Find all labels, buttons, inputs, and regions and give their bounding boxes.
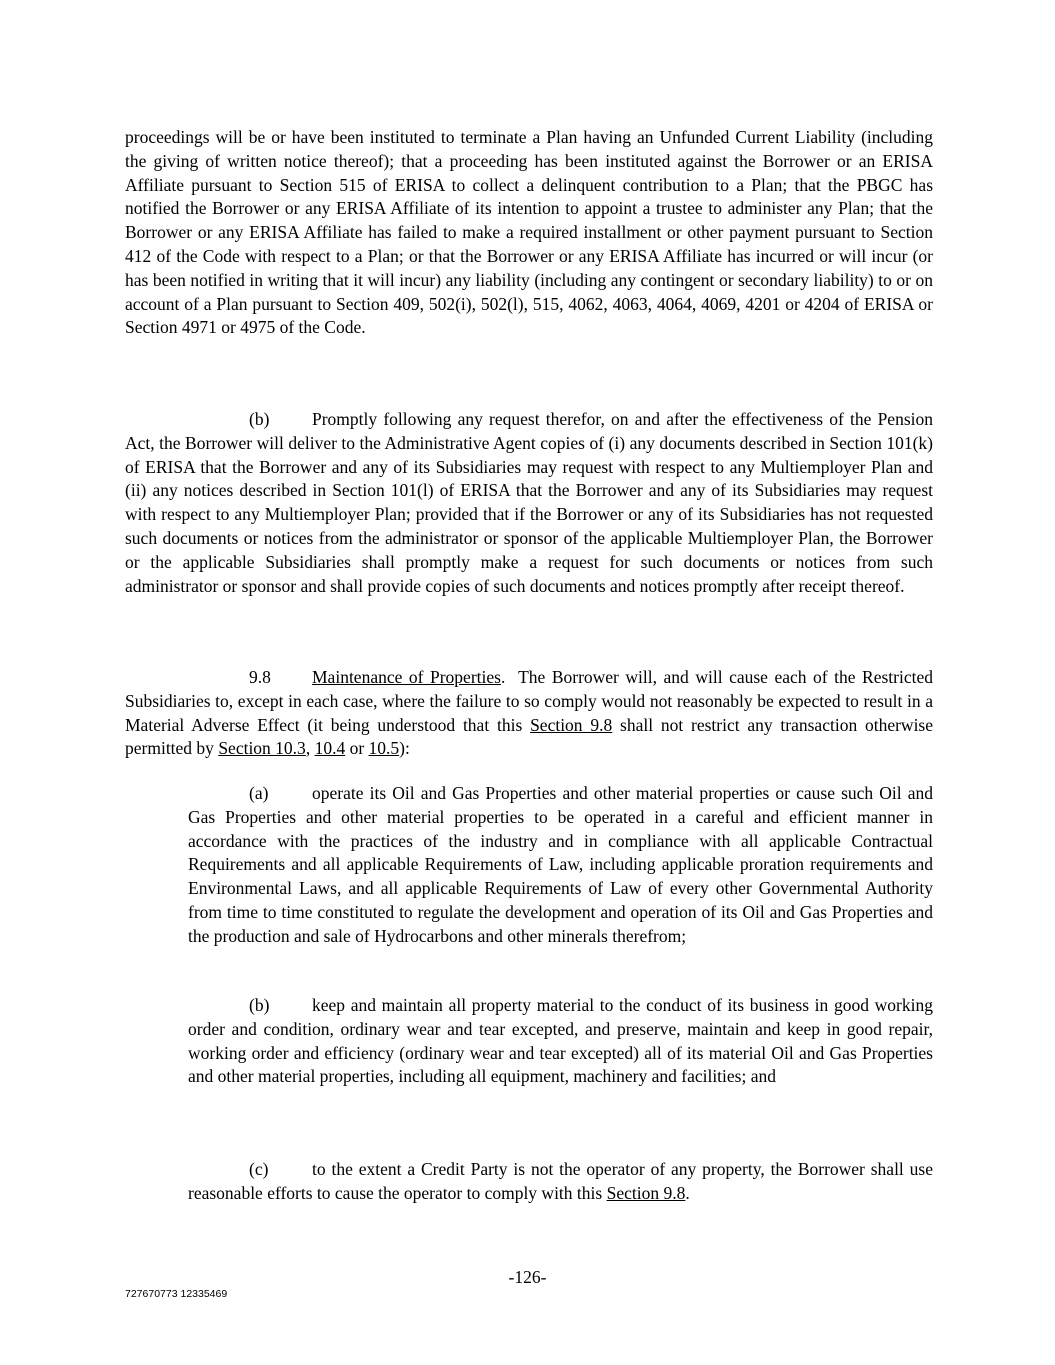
item-a-text: operate its Oil and Gas Properties and other material properties or cause such Oil and Gas Properties and other material properties to be operated in a careful and efficient manner in accordance with the practices of the industry and in compliance with all applicable Contractual Requirements and all applicable Requirements of Law, including applicable proration requirements and Environmental Laws, and all applicable Requirements of Law of every other Governmental Authority from time to time constituted to regulate the development and operation of its Oil and Gas Properties and the production and sale of Hydrocarbons and other minerals therefrom; <box>188 783 933 946</box>
item-c-label: (c) <box>249 1159 269 1179</box>
paragraph-b-pension-act <box>125 408 933 598</box>
cross-ref-10-5: 10.5 <box>368 738 400 759</box>
cross-ref-10-4: 10.4 <box>314 738 346 759</box>
document-id: 727670773 12335469 <box>125 1288 228 1300</box>
section-intro-close: ): <box>399 738 410 759</box>
item-b-label: (b) <box>249 995 270 1015</box>
page-number: -126- <box>508 1267 547 1287</box>
section-intro: The Borrower will, and will cause each of the Restricted Subsidiaries to, except in each case, where the failure to so comply would not reasonably be expected to result in a Material Adverse Effect (it being understood that this <box>125 667 934 735</box>
section-heading-suffix: . <box>500 667 506 687</box>
ref-or: or <box>349 738 365 759</box>
item-a-label: (a) <box>249 783 269 803</box>
section-mid-text: shall not restrict any transaction otherwise permitted by <box>125 714 934 759</box>
item-c-end: . <box>685 1182 690 1203</box>
paragraph-b-text: Promptly following any request therefor, on and after the effectiveness of the Pension Act, the Borrower will deliver to the Administrative Agent copies of (i) any documents described in Section 101(k) of ERISA that the Borrower and any of its Subsidiaries may request with respect to any Multiemployer Plan and (ii) any notices described in Section 101(l) of ERISA that the Borrower and any of its Subsidiaries may request with respect to any Multiemployer Plan; provided that if the Borrower or any of its Subsidiaries has not requested such documents or notices from the administrator or sponsor of the applicable Multiemployer Plan, the Borrower or the applicable Subsidiaries shall promptly make a request for such documents or notices from such administrator or sponsor and shall provide copies of such documents and notices promptly after receipt thereof. <box>125 409 933 596</box>
item-b-text: keep and maintain all property material to the conduct of its business in good working order and condition, ordinary wear and tear excepted, and preserve, maintain and keep in good repair, working order and efficiency (ordinary wear and tear excepted) all of its material Oil and Gas Properties and other material properties, including all equipment, machinery and facilities; and <box>188 995 933 1087</box>
section-9-8 <box>125 666 933 761</box>
cross-ref-section-9-8-item-c: Section 9.8 <box>606 1182 686 1203</box>
ref-comma: , <box>305 738 311 759</box>
item-b <box>188 994 933 1089</box>
section-heading: Maintenance of Properties <box>312 667 501 687</box>
paragraph-continuation <box>125 126 933 340</box>
cross-ref-section-10-3: Section 10.3 <box>218 738 306 759</box>
cross-ref-section-9-8: Section 9.8 <box>530 714 613 735</box>
section-number: 9.8 <box>249 667 271 687</box>
paragraph-b-number: (b) <box>249 409 270 429</box>
item-a <box>188 782 933 949</box>
paragraph-continuation-text: proceedings will be or have been instituted to terminate a Plan having an Unfunded Current Liability (including the giving of written notice thereof); that a proceeding has been instituted against the Borrower or an ERISA Affiliate pursuant to Section 515 of ERISA to collect a delinquent contribution to a Plan; that the PBGC has notified the Borrower or any ERISA Affiliate of its intention to appoint a trustee to administer any Plan; that the Borrower or any ERISA Affiliate has failed to make a required installment or other payment pursuant to Section 412 of the Code with respect to a Plan; or that the Borrower or any ERISA Affiliate has incurred or will incur (or has been notified in writing that it will incur) any liability (including any contingent or secondary liability) to or on account of a Plan pursuant to Section 409, 502(i), 502(l), 515, 4062, 4063, 4064, 4069, 4201 or 4204 of ERISA or Section 4971 or 4975 of the Code. <box>125 127 933 338</box>
item-c-text: to the extent a Credit Party is not the operator of any property, the Borrower shall use reasonable efforts to cause the operator to comply with this <box>188 1159 933 1203</box>
item-c <box>188 1158 933 1206</box>
